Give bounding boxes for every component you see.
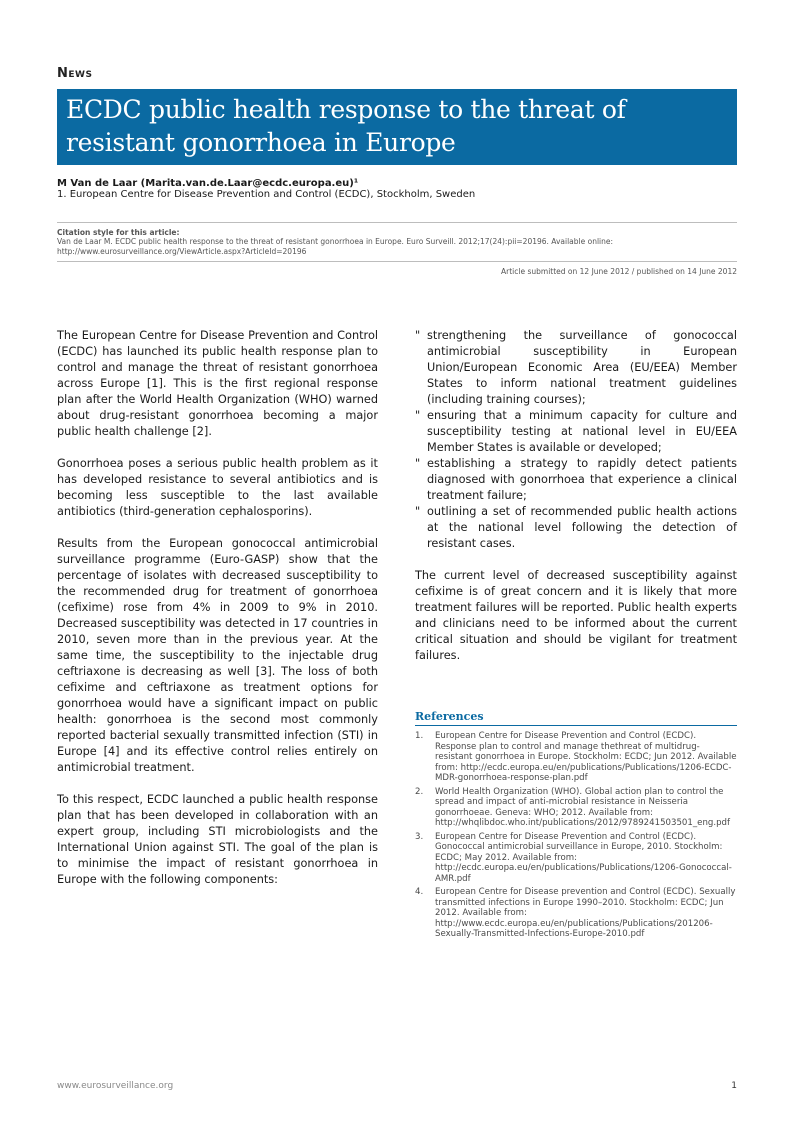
- reference-number: 3.: [415, 831, 424, 842]
- title-banner: [57, 89, 737, 165]
- reference-item: [415, 887, 737, 940]
- list-item: [415, 328, 737, 408]
- list-item-text: strengthening the surveillance of gonococcal antimicrobial susceptibility in European Union/European Economic Area (EU/EEA) Member States to inform national treatment guidelines (including training courses);: [427, 329, 737, 406]
- body-paragraph: The European Centre for Disease Prevention and Control (ECDC) has launched its public health response plan to control and manage the threat of resistant gonorrhoea across Europe [1]. This is the first regional response plan after the World Health Organization (WHO) warned about drug-resistant gonorrhoea becoming a major public health challenge [2].: [57, 329, 378, 438]
- reference-text: World Health Organization (WHO). Global action plan to control the spread and impact of anti-microbial resistance in Neisseria gonorrhoeae. Geneva: WHO; 2012. Available from: http://whqlibdoc.who.int/publications/2012/9789241503501_eng.pdf: [435, 786, 731, 828]
- list-item-text: outlining a set of recommended public health actions at the national level following the detection of resistant cases.: [427, 505, 737, 550]
- article-title: ECDC public health response to the threat of resistant gonorrhoea in Europe: [66, 95, 626, 157]
- list-item: [415, 504, 737, 552]
- body-paragraph: Gonorrhoea poses a serious public health problem as it has developed resistance to several antibiotics and is becoming less susceptible to the last available antibiotics (third-generation cephalosporins).: [57, 457, 378, 518]
- page-number: 1: [731, 1081, 737, 1091]
- references-heading: References: [415, 710, 737, 726]
- citation-text: Van de Laar M. ECDC public health response to the threat of resistant gonorrhoea in Europe. Euro Surveill. 2012;17(24):pii=20196. Available online: http://www.eurosurveillance.org/ViewArticle.aspx?ArticleId=20196: [57, 237, 614, 256]
- bullet-mark: ": [415, 457, 421, 470]
- list-item: [415, 456, 737, 504]
- reference-text: European Centre for Disease Prevention and Control (ECDC). Response plan to control and manage thethreat of multidrug-resistant gonorrhoea in Europe. Stockholm: ECDC; Jun 2012. Available from: http://ecdc.europa.eu/en/publications/Publications/1206-ECDC-MDR-gonorrhoea-response-plan.pdf: [435, 731, 737, 783]
- submission-dates: Article submitted on 12 June 2012 / published on 14 June 2012: [501, 267, 737, 276]
- bullet-mark: ": [415, 409, 421, 422]
- divider: [57, 222, 737, 223]
- reference-number: 4.: [415, 887, 424, 897]
- reference-text: European Centre for Disease prevention and Control (ECDC). Sexually transmitted infections in Europe 1990–2010. Stockholm: ECDC; Jun 2012. Available from: http://www.ecdc.europa.eu/en/publications/Publications/201206-Sexually-Transmitted-Infections-Europe-2010.pdf: [435, 887, 736, 939]
- reference-number: 2.: [415, 786, 424, 797]
- divider: [57, 261, 737, 262]
- reference-text: European Centre for Disease Prevention and Control (ECDC). Gonococcal antimicrobial surveillance in Europe, 2010. Stockholm: ECDC; May 2012. Available from: http://ecdc.europa.eu/en/publications/Publications/1206-Gonococcal-AMR.pdf: [435, 831, 732, 884]
- body-paragraph: To this respect, ECDC launched a public health response plan that has been developed in collaboration with an expert group, including STI microbiologists and the International Union against STI. The goal of the plan is to minimise the impact of resistant gonorrhoea in Europe with the following components:: [57, 793, 378, 886]
- body-paragraph: The current level of decreased susceptibility against cefixime is of great concern and it is likely that more treatment failures will be reported. Public health experts and clinicians need to be informed about the current critical situation and should be vigilant for treatment failures.: [415, 569, 737, 662]
- reference-item: [415, 731, 737, 784]
- components-list: [415, 328, 737, 552]
- right-column: [415, 328, 737, 664]
- citation-label: Citation style for this article:: [57, 228, 180, 237]
- left-column: [57, 328, 378, 904]
- section-label: News: [57, 66, 93, 81]
- author-line: M Van de Laar (Marita.van.de.Laar@ecdc.europa.eu)¹: [57, 178, 359, 189]
- reference-number: 1.: [415, 731, 424, 741]
- list-item-text: establishing a strategy to rapidly detect patients diagnosed with gonorrhoea that experience a clinical treatment failure;: [427, 457, 737, 502]
- list-item: [415, 408, 737, 456]
- body-paragraph: Results from the European gonococcal antimicrobial surveillance programme (Euro-GASP) show that the percentage of isolates with decreased susceptibility to the recommended drug for treatment of gonorrhoea (cefixime) rose from 4% in 2009 to 9% in 2010. Decreased susceptibility was detected in 17 countries in 2010, seven more than in the previous year. At the same time, the susceptibility to the injectable drug ceftriaxone is decreasing as well [3]. The loss of both cefixime and ceftriaxone as treatment options for gonorrhoea would have a significant impact on public health: gonorrhoea is the second most commonly reported bacterial sexually transmitted infection (STI) in Europe [4] and its effective control relies entirely on antimicrobial treatment.: [57, 537, 378, 774]
- affiliation: 1. European Centre for Disease Prevention and Control (ECDC), Stockholm, Sweden: [57, 189, 476, 200]
- footer-url[interactable]: www.eurosurveillance.org: [57, 1081, 174, 1091]
- bullet-mark: ": [415, 329, 421, 342]
- list-item-text: ensuring that a minimum capacity for culture and susceptibility testing at national level in EU/EEA Member States is available or developed;: [427, 409, 737, 454]
- reference-item: [415, 832, 737, 885]
- reference-item: [415, 787, 737, 829]
- references-list: [415, 731, 737, 943]
- bullet-mark: ": [415, 505, 421, 518]
